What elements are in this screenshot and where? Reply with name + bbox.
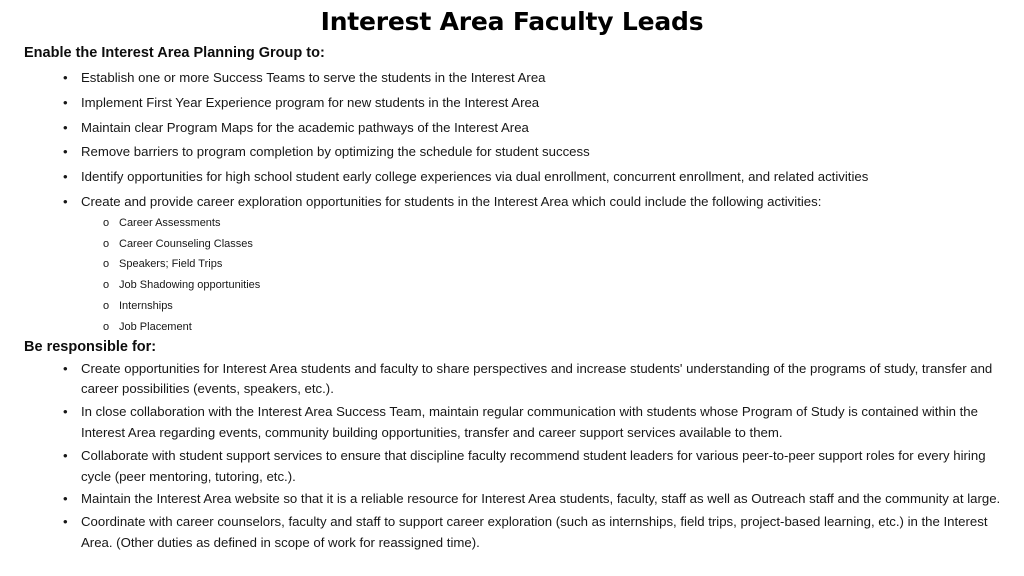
slide-body: [24, 44, 1008, 554]
list-item: [24, 512, 1008, 554]
list-item-text: Establish one or more Success Teams to serve the students in the Interest Area: [81, 70, 546, 85]
bullet-marker-icon: •: [63, 447, 68, 463]
bullet-marker-icon: •: [63, 94, 68, 110]
sub-bullet-list-activities: [24, 213, 1008, 338]
list-item: [24, 142, 1008, 163]
bullet-marker-icon: •: [63, 193, 68, 209]
sub-bullet-marker-icon: o: [103, 299, 110, 312]
page-title: Interest Area Faculty Leads: [320, 7, 704, 36]
list-item-text: Job Shadowing opportunities: [119, 279, 261, 292]
list-item: [24, 489, 1008, 510]
bullet-marker-icon: •: [63, 169, 68, 185]
section-heading-enable: Enable the Interest Area Planning Group to:: [24, 45, 325, 61]
bullet-marker-icon: •: [63, 360, 68, 376]
list-item: [24, 296, 1008, 317]
list-item-text: Coordinate with career counselors, faculty and staff to support career exploration (such as internships, field trips, project-based learning, etc.) in the Interest Area. (Other duties as defined in scope of work for reassigned time).: [81, 514, 988, 550]
list-item: [24, 402, 1008, 444]
bullet-marker-icon: •: [63, 70, 68, 85]
section-enable-planning-group: [24, 44, 1008, 338]
bullet-marker-icon: •: [63, 491, 68, 507]
list-item-text: Speakers; Field Trips: [119, 258, 223, 271]
list-item: [24, 359, 1008, 401]
list-item: [24, 192, 1008, 213]
sub-bullet-marker-icon: o: [103, 216, 110, 229]
list-item-text: Remove barriers to program completion by optimizing the schedule for student success: [81, 144, 590, 160]
list-item: [24, 93, 1008, 114]
list-item-text: Career Assessments: [119, 216, 221, 229]
sub-bullet-marker-icon: o: [103, 279, 110, 292]
list-item-text: Create and provide career exploration opportunities for students in the Interest Area which could include the following activities:: [81, 193, 822, 209]
list-item: [24, 68, 1008, 89]
sub-bullet-marker-icon: o: [103, 320, 110, 333]
list-item-text: In close collaboration with the Interest Area Success Team, maintain regular communication with students whose Program of Study is contained within the Interest Area regarding events, community building opportunities, transfer and career support services available to them.: [81, 404, 978, 440]
list-item: [24, 317, 1008, 338]
list-item: [24, 254, 1008, 275]
sub-bullet-marker-icon: o: [103, 258, 110, 271]
list-item-text: Create opportunities for Interest Area students and faculty to share perspectives and increase students' understanding of the programs of study, transfer and career possibilities (events, speakers, etc.).: [81, 360, 993, 397]
list-item-text: Maintain clear Program Maps for the academic pathways of the Interest Area: [81, 119, 529, 135]
bullet-marker-icon: •: [63, 144, 68, 160]
list-item: [24, 213, 1008, 234]
sub-bullet-marker-icon: o: [103, 237, 110, 250]
bullet-marker-icon: •: [63, 514, 68, 530]
list-item-text: Maintain the Interest Area website so that it is a reliable resource for Interest Area students, faculty, staff as well as Outreach staff and the community at large.: [81, 491, 1001, 507]
bullet-marker-icon: •: [63, 404, 68, 420]
section-be-responsible-for: [24, 338, 1008, 554]
list-item: [24, 275, 1008, 296]
list-item-text: Job Placement: [119, 320, 192, 333]
list-item-text: Implement First Year Experience program for new students in the Interest Area: [81, 94, 540, 110]
list-item-text: Career Counseling Classes: [119, 237, 253, 250]
list-item: [24, 167, 1008, 188]
bullet-marker-icon: •: [63, 119, 68, 135]
list-item-text: Internships: [119, 299, 173, 312]
list-item-text: Collaborate with student support services to ensure that discipline faculty recommend student leaders for various peer-to-peer support roles for every hiring cycle (peer mentoring, tutoring, etc.).: [81, 447, 986, 484]
section-heading-responsible: Be responsible for:: [24, 338, 157, 355]
list-item: [24, 446, 1008, 488]
bullet-list-responsible: [24, 359, 1008, 554]
list-item-text: Identify opportunities for high school student early college experiences via dual enrollment, concurrent enrollment, and related activities: [81, 169, 869, 185]
bullet-list-enable: [24, 68, 1008, 213]
list-item: [24, 234, 1008, 255]
list-item: [24, 118, 1008, 139]
